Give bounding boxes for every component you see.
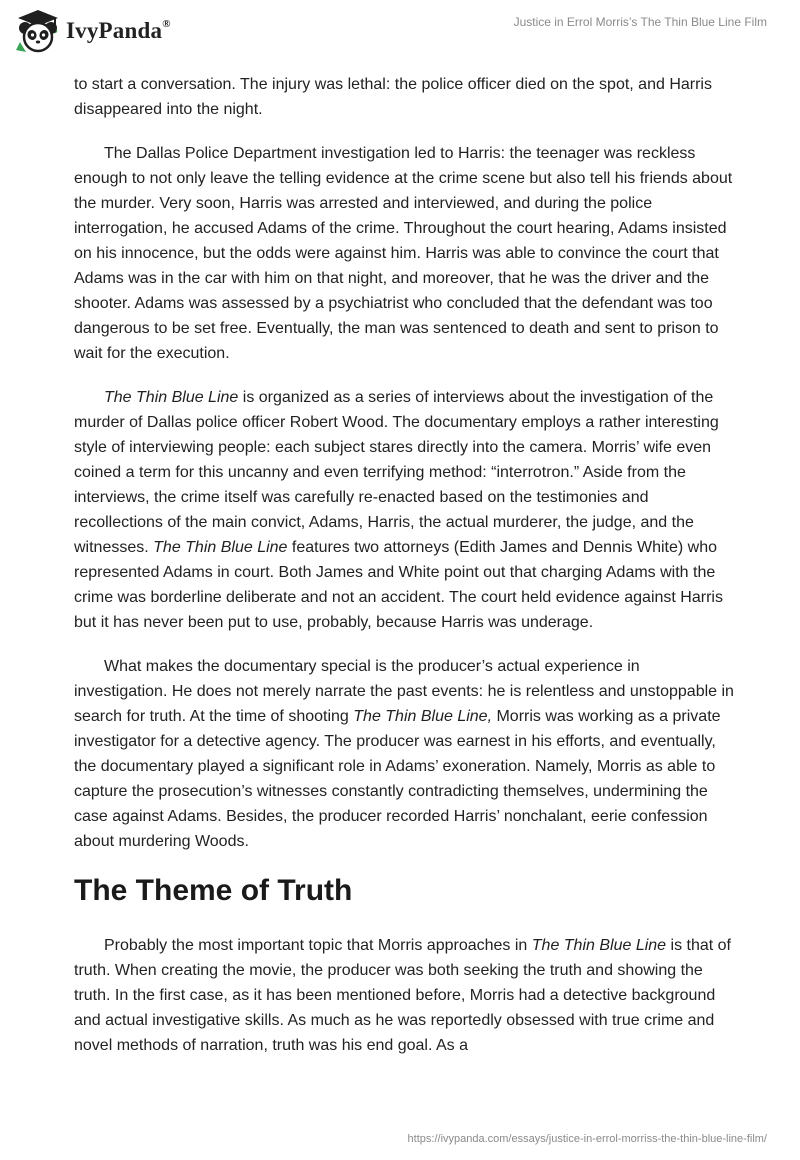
paragraph-3-text-b: features two attorneys (Edith James and Dennis White) who represented Adams in court. Both James and White point out that charging Adams with the crime was borderline deliberate and not an accident. The court held evidence against Harris but it has never been put to use, probably, because Harris was underage.: [74, 539, 723, 631]
paragraph-5-text-b: is that of truth. When creating the movie, the producer was both seeking the truth and showing the truth. In the first case, as it has been mentioned before, Morris had a detective background and actual investigative skills. As much as he was reportedly obsessed with true crime and novel methods of narration, truth was his end goal. As a: [74, 937, 731, 1054]
film-title: The Thin Blue Line: [531, 937, 667, 954]
source-url[interactable]: https://ivypanda.com/essays/justice-in-errol-morriss-the-thin-blue-line-film/: [407, 1133, 767, 1145]
paragraph-1: to start a conversation. The injury was lethal: the police officer died on the spot, and Harris disappeared into the night.: [74, 76, 712, 118]
logo-name: IvyPanda: [66, 18, 163, 43]
paragraph-5-text-a: Probably the most important topic that Morris approaches in: [104, 937, 532, 954]
document-title: Justice in Errol Morris’s The Thin Blue Line Film: [513, 15, 767, 29]
paragraph-4-text-b: Morris was working as a private investigator for a detective agency. The producer was earnest in his efforts, and eventually, the documentary played a significant role in Adams’ exoneration. Namely, Morris as able to capture the prosecution’s witnesses constantly contradicting themselves, undermining the case against Adams. Besides, the producer recorded Harris’ nonchalant, eerie confession about murdering Woods.: [74, 708, 721, 850]
panda-graduate-icon: [14, 8, 62, 54]
paragraph-4-text-a: What makes the documentary special is the producer’s actual experience in investigation. He does not merely narrate the past events: he is relentless and unstoppable in search for truth. At the time of shooting: [74, 658, 734, 725]
paragraph-2: The Dallas Police Department investigation led to Harris: the teenager was reckless enough to not only leave the telling evidence at the crime scene but also tell his friends about the murder. Very soon, Harris was arrested and interviewed, and during the police interrogation, he accused Adams of the crime. Throughout the court hearing, Adams insisted on his innocence, but the odds were against him. Harris was able to convince the court that Adams was in the car with him on that night, and moreover, that he was the driver and the shooter. Adams was assessed by a psychiatrist who concluded that the defendant was too dangerous to be set free. Eventually, the man was sentenced to death and sent to prison to wait for the execution.: [74, 145, 733, 362]
film-title: The Thin Blue Line: [153, 539, 288, 556]
essay-body: [74, 72, 734, 1077]
logo-wordmark: [66, 18, 171, 44]
film-title: The Thin Blue Line: [104, 389, 239, 406]
section-heading: The Theme of Truth: [74, 874, 353, 907]
film-title: The Thin Blue Line,: [353, 708, 493, 725]
paragraph-3-text-a: is organized as a series of interviews about the investigation of the murder of Dallas police officer Robert Wood. The documentary employs a rather interesting style of interviewing people: each subject stares directly into the camera. Morris’ wife even coined a term for this uncanny and even terrifying method: “interrotron.” Aside from the interviews, the crime itself was carefully re-enacted based on the testimonies and recollections of the main convict, Adams, Harris, the actual murderer, the judge, and the witnesses.: [74, 389, 719, 556]
registered-mark: ®: [162, 18, 171, 31]
page-header: [0, 0, 800, 64]
paragraph-3: [74, 385, 734, 635]
paragraph-5: [74, 933, 734, 1058]
ivypanda-logo[interactable]: [14, 8, 171, 54]
paragraph-4: [74, 654, 734, 854]
